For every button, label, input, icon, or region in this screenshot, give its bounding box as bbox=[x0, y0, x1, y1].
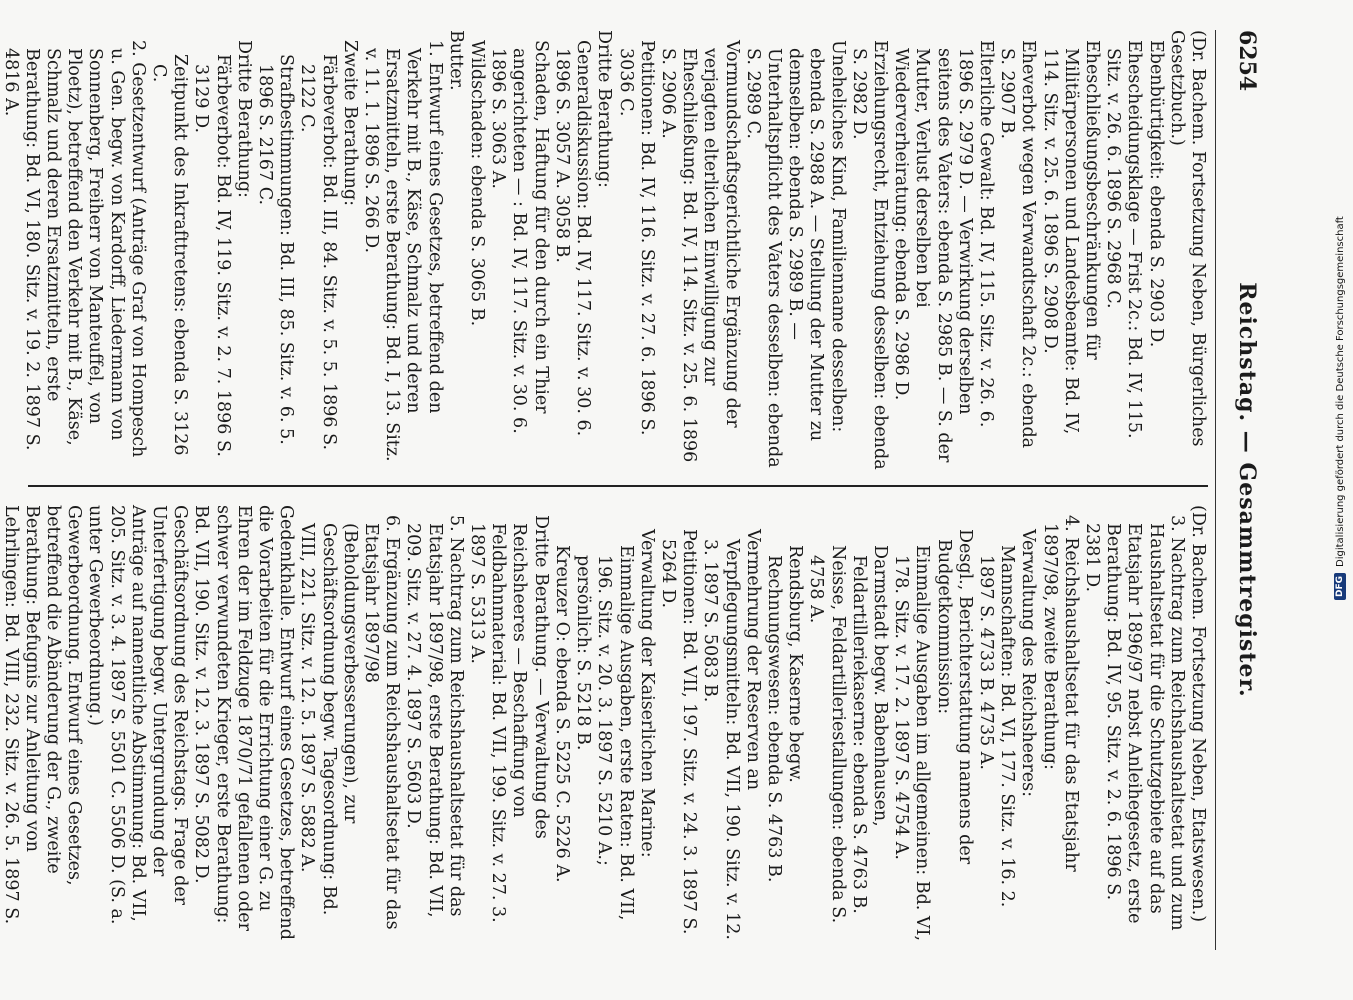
index-entry: Dritte Berathung: bbox=[233, 40, 254, 198]
index-entry: Erziehungsrecht, Entziehung desselben: ebenda S. 2982 D. bbox=[848, 40, 890, 470]
index-entry: Vermehrung der Reserven an Verpflegungsmitteln: Bd. VII, 190. Sitz. v. 12. 3. 1897 S. 5083 B. bbox=[700, 529, 763, 940]
index-entry: Einmalige Ausgaben, erste Raten: Bd. VII, 196. Sitz. v. 20. 3. 1897 S. 5210 A.; persönlich: S. 5218 B. bbox=[573, 545, 636, 921]
index-entry: 3. Nachtrag zum Reichshaushaltsetat und zum Haushaltsetat für die Schutzgebiete auf das Etatsjahr 1896/97 nebst Anleihegesetz, erste Berathung: Bd. IV, 95. Sitz. v. 2. 6. 1896 S. 2381 D. bbox=[1081, 515, 1187, 931]
index-entry: Geschäftsordnung des Reichstags. Frage der Unterfertigung begw. Untergrundung der Anträge auf namentliche Abstimmung: Bd. VII, 205. Sitz. v. 3. 4. 1897 S. 5501 C. 5506 D. (S. a. unter Gewerbeordnung.) bbox=[85, 505, 191, 925]
index-entry: 2. Gesetzentwurf (Anträge Graf von Hompesch u. Gen. begw. von Kardorff, Liedermann von Sonnenberg, Freiherr von Manteuffel, von Ploetz), betreffend den Verkehr mit B., Käse, Schmalz und deren Ersatzmitteln, erste Berathung: Bd. VI, 180. Sitz. v. 19. 2. 1897 S. 4816 A. bbox=[0, 40, 148, 458]
page-header bbox=[1220, 30, 1260, 950]
dfg-logo: DFG bbox=[1334, 573, 1346, 600]
index-entry: Elterliche Gewalt: Bd. IV, 115. Sitz. v. 26. 6. 1896 S. 2979 D. — Verwirkung derselben seitens des Vaters: ebenda S. 2985 B. — S. der Mutter, Verlust derselben bei Wiederverheiratung: ebenda S. 2986 D. bbox=[891, 40, 996, 463]
index-entry: Vormundschaftsgerichtliche Ergänzung der verjagten elterlichen Einwilligung zur Eheschließung: Bd. IV, 114. Sitz. v. 25. 6. 1896 S. 2906 A. bbox=[657, 40, 742, 463]
index-entry: Zweite Berathung: bbox=[339, 40, 360, 207]
index-entry: Eheschließungsbeschränkungen für Militärpersonen und Landesbeamte: Bd. IV, 114. Sitz. v. 25. 6. 1896 S. 2908 D. bbox=[1039, 40, 1102, 435]
index-entry: Färbeverbot: Bd. III, 84. Sitz. v. 5. 5. 1896 S. 2122 C. bbox=[297, 54, 339, 451]
index-entry: Gedenkhalle. Entwurf eines Gesetzes, betreffend die Vorarbeiten für die Errichtung einer G. zu Ehren der im Feldzuge 1870/71 gefallenen oder schwer verwundeten Krieger, erste Berathung: Bd. VII, 190. Sitz. v. 12. 3. 1897 S. 5082 D. bbox=[191, 505, 297, 940]
left-column bbox=[0, 30, 1208, 470]
index-entry: (Dr. Bachem. Fortsetzung Neben, Bürgerliches Gesetzbuch.) bbox=[1166, 30, 1208, 447]
index-entry: (Dr. Bachem. Fortsetzung Neben, Etatswesen.) bbox=[1188, 505, 1208, 923]
index-entry: Desgl., Berichterstattung namens der Budgetkommission: bbox=[933, 529, 975, 865]
index-entry: 4. Reichshaushaltsetat für das Etatsjahr 1897/98, zweite Berathung: bbox=[1039, 515, 1081, 872]
page-number: 6254 bbox=[1234, 30, 1260, 92]
right-column bbox=[0, 505, 1208, 945]
index-entry: 5. Nachtrag zum Reichshaushaltsetat für das Etatsjahr 1897/98, erste Berathung: Bd. VII, 209. Sitz. v. 27. 4. 1897 S. 5603 D. bbox=[403, 515, 466, 918]
index-entry: Färbeverbot: Bd. IV, 119. Sitz. v. 2. 7. 1896 S. 3129 D. bbox=[191, 54, 233, 457]
index-entry: Strafbestimmungen: Bd. III, 85. Sitz. v. 6. 5. 1896 S. 2167 C. bbox=[255, 54, 297, 445]
index-entry: Wildschaden: ebenda S. 3065 B. bbox=[467, 40, 488, 327]
index-entry: Schaden, Haftung für den durch ein Thier angerichteten — : Bd. IV, 117. Sitz. v. 30. 6. 1896 S. 3063 A. bbox=[488, 40, 551, 434]
index-entry: Rendsburg, Kaserne begw. Rechnungswesen: ebenda S. 4763 B. bbox=[763, 545, 806, 883]
digitization-footer bbox=[1328, 200, 1352, 600]
index-entry: Uneheliches Kind, Familienname desselben: ebenda S. 2988 A. — Stellung der Mutter zu demselben: ebenda S. 2989 B. — Unterhaltspflicht des Vaters desselben: ebenda S. 2989 C. bbox=[742, 40, 848, 468]
column-divider bbox=[28, 485, 1208, 487]
index-entry: Gewerbeordnung. Entwurf eines Gesetzes, betreffend die Abänderung der G., zweite Berathung: Befugnis zur Anleitung von Lehrlingen: Bd. VIII, 232. Sitz. v. 26. 5. 1897 S. bbox=[0, 505, 85, 925]
index-entry: Generaldiskussion: Bd. IV, 117. Sitz. v. 30. 6. 1896 S. 3057 A. 3058 B. bbox=[551, 40, 594, 437]
index-entry: Ebenbürtigkeit: ebenda S. 2903 D. bbox=[1145, 40, 1166, 348]
index-entry: Zeitpunkt des Inkrafttretens: ebenda S. 3126 C. bbox=[149, 54, 191, 456]
index-entry: Einmalige Ausgaben im allgemeinen: Bd. VI, 178. Sitz. v. 17. 2. 1897 S. 4754 A. bbox=[891, 545, 933, 942]
index-entry: Petitionen: Bd. VII, 197. Sitz. v. 24. 3. 1897 S. 5264 D. bbox=[657, 529, 700, 935]
index-entry: Ehescheidungsklage — Frist 2c.: Bd. IV, 115. Sitz. v. 26. 6. 1896 S. 2968 C. bbox=[1103, 40, 1145, 439]
running-title: Reichstag. — Gesammtregister. bbox=[1234, 282, 1260, 698]
index-entry: 6. Ergänzung zum Reichshaushaltsetat für das Etatsjahr 1897/98 (Beholdungsverbesserungen), zur Geschäftsordnung begw. Tagesordnung: Bd. VIII, 221. Sitz. v. 12. 5. 1897 S. 5882 A. bbox=[297, 515, 403, 930]
index-entry: 1. Entwurf eines Gesetzes, betreffend den Verkehr mit B., Käse, Schmalz und deren Ersatzmitteln, erste Berathung: Bd. I, 13. Sitz. v. 11. 1. 1896 S. 266 D. bbox=[361, 40, 445, 462]
index-entry: Mannschaften: Bd. VI, 177. Sitz. v. 16. 2. 1897 S. 4733 B. 4735 A. bbox=[975, 545, 1018, 908]
index-entry: Petitionen: Bd. IV, 116. Sitz. v. 27. 6. 1896 S. 3036 C. bbox=[615, 40, 657, 436]
index-entry: Eheverbot wegen Verwandtschaft 2c.: ebenda S. 2907 B. bbox=[997, 40, 1039, 449]
index-entry: Dritte Berathung: bbox=[594, 30, 615, 188]
index-entry: Dritte Berathung. — Verwaltung des Reichsheeres — Beschaffung von Feldbahnmaterial: Bd. VII, 199. Sitz. v. 27. 3. 1897 S. 5313 A. bbox=[467, 515, 551, 923]
index-entry: Kreuzer O: ebenda S. 5225 C. 5226 A. bbox=[551, 545, 572, 883]
index-entry: Verwaltung der Kaiserlichen Marine: bbox=[636, 529, 657, 858]
header-rule bbox=[1215, 30, 1216, 950]
index-entry: Verwaltung des Reichsheeres: bbox=[1018, 529, 1039, 797]
footer-text: Digitalisierung gefördert durch die Deutsche Forschungsgemeinschaft bbox=[1334, 216, 1346, 567]
index-entry: Neisse, Feldartilleriestallungen: ebenda S. 4758 A. bbox=[806, 545, 848, 924]
index-entry: Darmstadt begw. Babenhausen, Feldartilleriekaserne: ebenda S. 4763 B. bbox=[848, 545, 890, 914]
index-entry: Butter. bbox=[445, 30, 466, 91]
